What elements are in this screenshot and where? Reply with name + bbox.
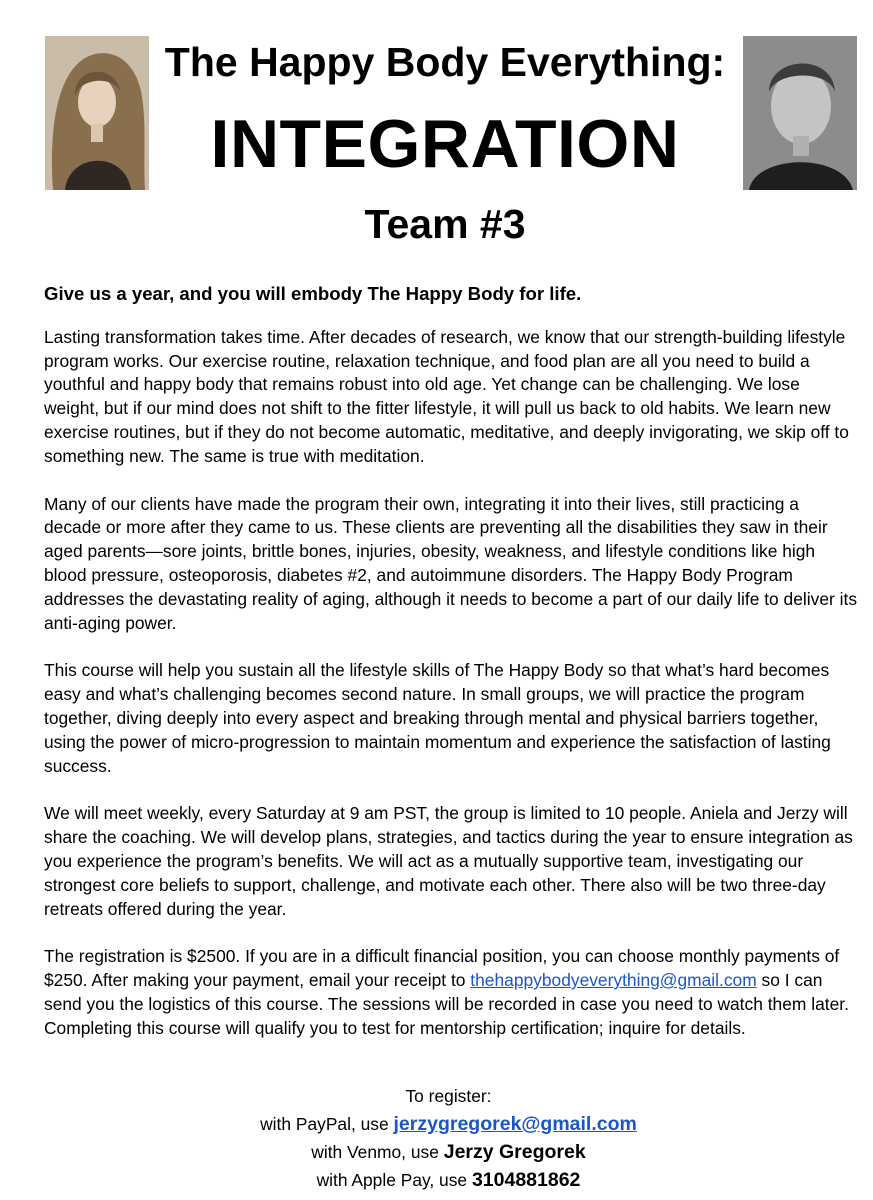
page-title: The Happy Body Everything: xyxy=(164,39,726,85)
photo-jerzy xyxy=(743,36,857,190)
portrait-woman-image xyxy=(45,36,149,190)
course-email-link[interactable]: thehappybodyeverything@gmail.com xyxy=(470,970,757,991)
applepay-label: with Apple Pay, use xyxy=(316,1170,472,1190)
portrait-man-image xyxy=(743,36,857,190)
paragraph-clients: Many of our clients have made the program their own, integrating it into their lives, still practicing a decade or more after they came to us. These clients are preventing all the disabilities they saw in their aged parents—sore joints, brittle bones, injuries, obesity, weakness, and lifestyle conditions like high blood pressure, osteoporosis, diabetes #2, and autoimmune disorders. The Happy Body Program addresses the devastating reality of aging, although it needs to become a part of our daily life to deliver its anti-aging power. xyxy=(44,493,858,633)
venmo-label: with Venmo, use xyxy=(311,1142,444,1162)
paragraph-course: This course will help you sustain all the lifestyle skills of The Happy Body so that what’s hard becomes easy and what’s challenging becomes second nature. In small groups, we will practice the program together, diving deeply into every aspect and breaking through mental and physical barriers together, using the power of micro-progression to maintain momentum and experience the satisfaction of lasting success. xyxy=(44,660,831,776)
registration-text-continued: so I can send you the logistics of this course. The sessions will be recorded in case you need to watch them later. Completing this course will qualify you to test for mentorship certification; inquire for details. xyxy=(44,970,849,1038)
paragraph-registration xyxy=(44,945,859,1040)
register-heading: To register: xyxy=(405,1086,492,1106)
paragraph-transformation: Lasting transformation takes time. After decades of research, we know that our strength-building lifestyle program works. Our exercise routine, relaxation technique, and food plan are all you need to build a youthful and happy body that remains robust into old age. Yet change can be challenging. We lose weight, but if our mind does not shift to the fitter lifestyle, it will pull us back to old habits. We learn new exercise routines, but if they do not become automatic, meditative, and deeply invigorating, we skip off to something new. The same is true with meditation. xyxy=(44,326,849,466)
team-label: Team #3 xyxy=(364,201,526,247)
register-section xyxy=(0,1082,873,1194)
paragraph-schedule: We will meet weekly, every Saturday at 9 am PST, the group is limited to 10 people. Aniela and Jerzy will share the coaching. We will develop plans, strategies, and tactics during the year to ensure integration as you experience the program’s benefits. We will act as a mutually supportive team, investigating our strongest core beliefs to support, challenge, and motivate each other. There also will be two three-day retreats offered during the year. xyxy=(44,803,853,919)
page-headline: INTEGRATION xyxy=(210,106,680,182)
venmo-name: Jerzy Gregorek xyxy=(443,1141,586,1163)
tagline: Give us a year, and you will embody The Happy Body for life. xyxy=(44,283,582,304)
photo-aniela xyxy=(45,36,149,190)
register-venmo-line xyxy=(0,1138,873,1166)
applepay-number: 3104881862 xyxy=(471,1169,581,1191)
registration-text: The registration is $2500. If you are in a difficult financial position, you can choose monthly payments of $250. After making your payment, email your receipt to xyxy=(44,946,840,991)
register-applepay-line xyxy=(0,1166,873,1194)
register-paypal-line xyxy=(0,1110,873,1138)
paypal-label: with PayPal, use xyxy=(260,1114,394,1134)
paypal-email-link[interactable]: jerzygregorek@gmail.com xyxy=(393,1113,637,1135)
body-content xyxy=(44,282,859,1065)
